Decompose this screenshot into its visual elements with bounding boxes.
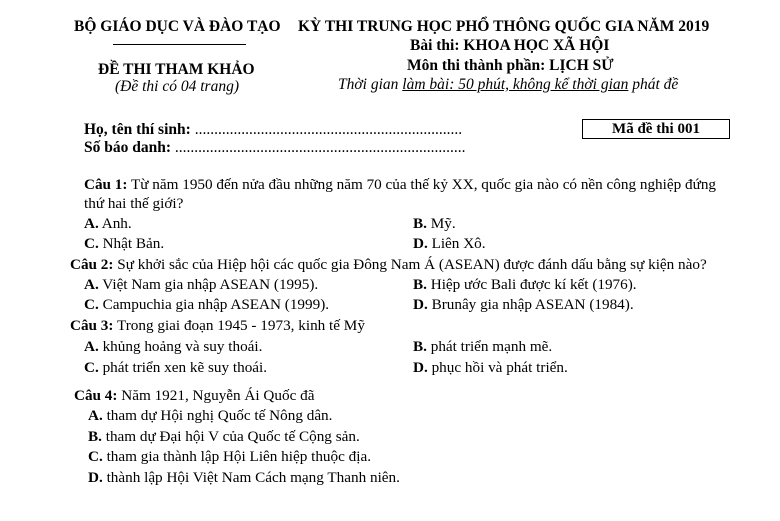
option-letter: D. bbox=[413, 235, 428, 252]
option-text: tham dự Đại hội V của Quốc tế Cộng sản. bbox=[101, 428, 360, 445]
exam-type: ĐỀ THI THAM KHẢO bbox=[98, 61, 255, 78]
time-suffix: phát đề bbox=[628, 76, 679, 93]
candidate-id-dots[interactable]: ........................................................................... bbox=[174, 139, 466, 156]
ministry-underline bbox=[113, 44, 246, 45]
candidate-id-row bbox=[84, 139, 466, 157]
ministry-name: BỘ GIÁO DỤC VÀ ĐÀO TẠO bbox=[74, 18, 281, 35]
exam-code-box: Mã đề thi 001 bbox=[582, 119, 730, 139]
candidate-name-row bbox=[84, 121, 462, 139]
time-limit bbox=[338, 76, 678, 94]
candidate-id-label: Số báo danh: bbox=[84, 139, 172, 156]
option-4a[interactable] bbox=[88, 406, 332, 426]
question-4 bbox=[74, 386, 314, 406]
question-3 bbox=[70, 316, 365, 336]
option-letter: A. bbox=[84, 276, 99, 293]
question-text: Từ năm 1950 đến nửa đầu những năm 70 của thế kỷ XX, quốc gia nào có nền công nghiệp đứng bbox=[127, 176, 717, 193]
time-underlined: làm bài: 50 phút, không kể thời gian bbox=[402, 76, 629, 93]
question-2 bbox=[70, 255, 707, 275]
option-1d[interactable] bbox=[413, 234, 486, 254]
option-letter: D. bbox=[413, 359, 428, 376]
option-3c[interactable] bbox=[84, 358, 267, 378]
option-2a[interactable] bbox=[84, 275, 318, 295]
option-text: Việt Nam gia nhập ASEAN (1995). bbox=[98, 276, 319, 293]
option-2c[interactable] bbox=[84, 295, 329, 315]
option-letter: C. bbox=[84, 296, 99, 313]
option-3d[interactable] bbox=[413, 358, 568, 378]
option-text: tham gia thành lập Hội Liên hiệp thuộc địa. bbox=[102, 448, 372, 465]
question-text: Sự khởi sắc của Hiệp hội các quốc gia Đông Nam Á (ASEAN) được đánh dấu bằng sự kiện nào? bbox=[113, 256, 707, 273]
option-text: Anh. bbox=[98, 215, 132, 232]
option-4d[interactable] bbox=[88, 468, 400, 488]
question-label: Câu 3: bbox=[70, 317, 114, 334]
question-label: Câu 1: bbox=[84, 176, 128, 193]
option-2d[interactable] bbox=[413, 295, 634, 315]
option-letter: D. bbox=[88, 469, 103, 486]
option-letter: B. bbox=[413, 276, 427, 293]
option-letter: B. bbox=[413, 338, 427, 355]
option-letter: C. bbox=[84, 359, 99, 376]
option-3b[interactable] bbox=[413, 337, 552, 357]
option-letter: D. bbox=[413, 296, 428, 313]
option-text: Nhật Bản. bbox=[98, 235, 165, 252]
option-text: Brunây gia nhập ASEAN (1984). bbox=[427, 296, 634, 313]
option-letter: C. bbox=[84, 235, 99, 252]
option-4c[interactable] bbox=[88, 447, 371, 467]
option-letter: B. bbox=[88, 428, 102, 445]
candidate-name-dots[interactable]: ..................................................................... bbox=[194, 121, 463, 138]
option-3a[interactable] bbox=[84, 337, 262, 357]
option-letter: A. bbox=[84, 215, 99, 232]
option-letter: C. bbox=[88, 448, 103, 465]
option-2b[interactable] bbox=[413, 275, 637, 295]
option-4b[interactable] bbox=[88, 427, 360, 447]
option-text: Liên Xô. bbox=[427, 235, 486, 252]
question-label: Câu 4: bbox=[74, 387, 118, 404]
option-1c[interactable] bbox=[84, 234, 164, 254]
option-text: thành lập Hội Việt Nam Cách mạng Thanh niên. bbox=[102, 469, 400, 486]
question-1 bbox=[84, 175, 716, 195]
time-prefix: Thời gian bbox=[338, 76, 403, 93]
question-text: Năm 1921, Nguyễn Ái Quốc đã bbox=[117, 387, 315, 404]
option-letter: A. bbox=[88, 407, 103, 424]
option-text: phát triển mạnh mẽ. bbox=[426, 338, 553, 355]
option-text: Mỹ. bbox=[426, 215, 456, 232]
option-text: Hiệp ước Bali được kí kết (1976). bbox=[426, 276, 637, 293]
option-text: phát triển xen kẽ suy thoái. bbox=[98, 359, 268, 376]
option-1a[interactable] bbox=[84, 214, 132, 234]
subject-label: Bài thi: KHOA HỌC XÃ HỘI bbox=[410, 37, 610, 54]
page-count: (Đề thi có 04 trang) bbox=[115, 78, 239, 95]
option-text: Campuchia gia nhập ASEAN (1999). bbox=[98, 296, 330, 313]
option-letter: B. bbox=[413, 215, 427, 232]
question-text: Trong giai đoạn 1945 - 1973, kinh tế Mỹ bbox=[113, 317, 365, 334]
option-text: tham dự Hội nghị Quốc tế Nông dân. bbox=[102, 407, 333, 424]
option-letter: A. bbox=[84, 338, 99, 355]
exam-title: KỲ THI TRUNG HỌC PHỔ THÔNG QUỐC GIA NĂM 2019 bbox=[298, 18, 710, 35]
question-1-line2: thứ hai thế giới? bbox=[84, 195, 184, 212]
option-1b[interactable] bbox=[413, 214, 456, 234]
component-label: Môn thi thành phần: LỊCH SỬ bbox=[407, 57, 614, 74]
option-text: khủng hoảng và suy thoái. bbox=[98, 338, 263, 355]
candidate-name-label: Họ, tên thí sinh: bbox=[84, 121, 191, 138]
option-text: phục hồi và phát triển. bbox=[427, 359, 568, 376]
question-label: Câu 2: bbox=[70, 256, 114, 273]
